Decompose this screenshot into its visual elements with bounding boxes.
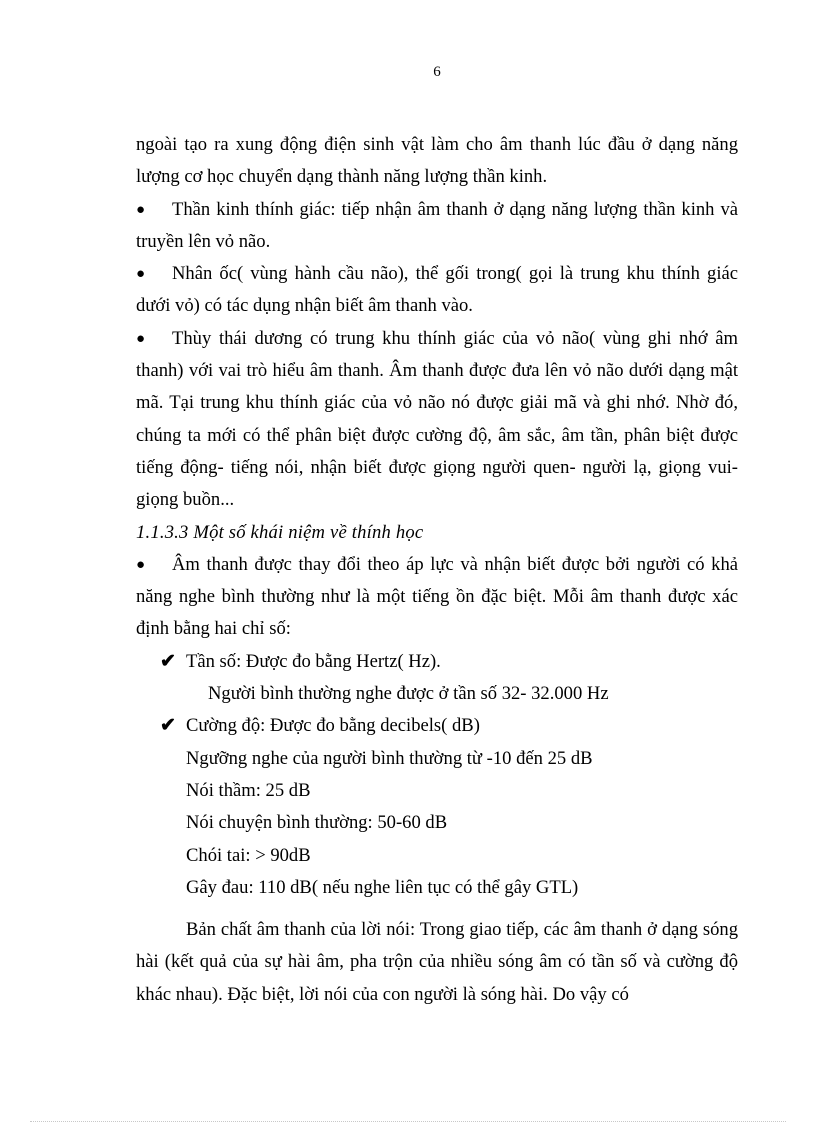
check-text: Cường độ: Được đo bằng decibels( dB) bbox=[186, 715, 480, 737]
bullet-text: Nhân ốc( vùng hành cầu não), thể gối trong( gọi là trung khu thính giác dưới vỏ) có tác dụng nhận biết âm thanh vào. bbox=[136, 263, 738, 317]
section-subheading: 1.1.3.3 Một số khái niệm về thính học bbox=[136, 521, 424, 543]
document-body bbox=[136, 129, 738, 1011]
intensity-detail: Gây đau: 110 dB( nếu nghe liên tục có thể gây GTL) bbox=[186, 876, 579, 898]
paragraph-continuation: ngoài tạo ra xung động điện sinh vật làm cho âm thanh lúc đầu ở dạng năng lượng cơ học chuyển dạng thành năng lượng thần kinh. bbox=[136, 134, 738, 188]
intensity-detail: Chói tai: > 90dB bbox=[186, 844, 311, 866]
bullet-icon: ● bbox=[136, 201, 146, 218]
checkmark-icon: ✔ bbox=[160, 650, 176, 672]
bullet-item-sound-definition bbox=[136, 549, 738, 646]
check-item-frequency bbox=[136, 646, 738, 678]
bullet-icon: ● bbox=[136, 556, 146, 573]
check-item-intensity bbox=[136, 710, 738, 742]
intensity-detail: Nói thầm: 25 dB bbox=[186, 779, 311, 801]
checkmark-icon: ✔ bbox=[160, 715, 176, 737]
bullet-text: Thần kinh thính giác: tiếp nhận âm thanh ở dạng năng lượng thần kinh và truyền lên vỏ não. bbox=[136, 198, 738, 252]
page-bottom-rule bbox=[30, 1121, 786, 1122]
bullet-text: Âm thanh được thay đổi theo áp lực và nhận biết được bởi người có khả năng nghe bình thường như là một tiếng ồn đặc biệt. Mỗi âm thanh được xác định bằng hai chỉ số: bbox=[136, 553, 738, 640]
paragraph-speech-nature: Bản chất âm thanh của lời nói: Trong giao tiếp, các âm thanh ở dạng sóng hài (kết quả của sự hài âm, pha trộn của nhiều sóng âm có tần số và cường độ khác nhau). Đặc biệt, lời nói của con người là sóng hài. Do vậy có bbox=[136, 919, 738, 1005]
page-number: 6 bbox=[433, 64, 441, 80]
bullet-item-auditory-nerve bbox=[136, 194, 738, 259]
bullet-item-cochlear-nucleus bbox=[136, 258, 738, 323]
intensity-detail: Nói chuyện bình thường: 50-60 dB bbox=[186, 812, 448, 834]
bullet-icon: ● bbox=[136, 330, 146, 347]
check-text: Tần số: Được đo bằng Hertz( Hz). bbox=[186, 650, 441, 672]
bullet-icon: ● bbox=[136, 266, 146, 283]
bullet-text: Thùy thái dương có trung khu thính giác của vỏ não( vùng ghi nhớ âm thanh) với vai trò hiểu âm thanh. Âm thanh được đưa lên vỏ não dưới dạng mật mã. Tại trung khu thính giác của vỏ não nó được giải mã và ghi nhớ. Nhờ đó, chúng ta mới có thể phân biệt được cường độ, âm sắc, âm tần, phân biệt được tiếng động- tiếng nói, nhận biết được giọng người quen- người lạ, giọng vui- giọng buồn... bbox=[136, 327, 738, 511]
bullet-item-temporal-lobe bbox=[136, 323, 738, 517]
frequency-detail: Người bình thường nghe được ở tần số 32- 32.000 Hz bbox=[208, 683, 609, 705]
intensity-detail: Ngưỡng nghe của người bình thường từ -10 đến 25 dB bbox=[186, 747, 593, 769]
